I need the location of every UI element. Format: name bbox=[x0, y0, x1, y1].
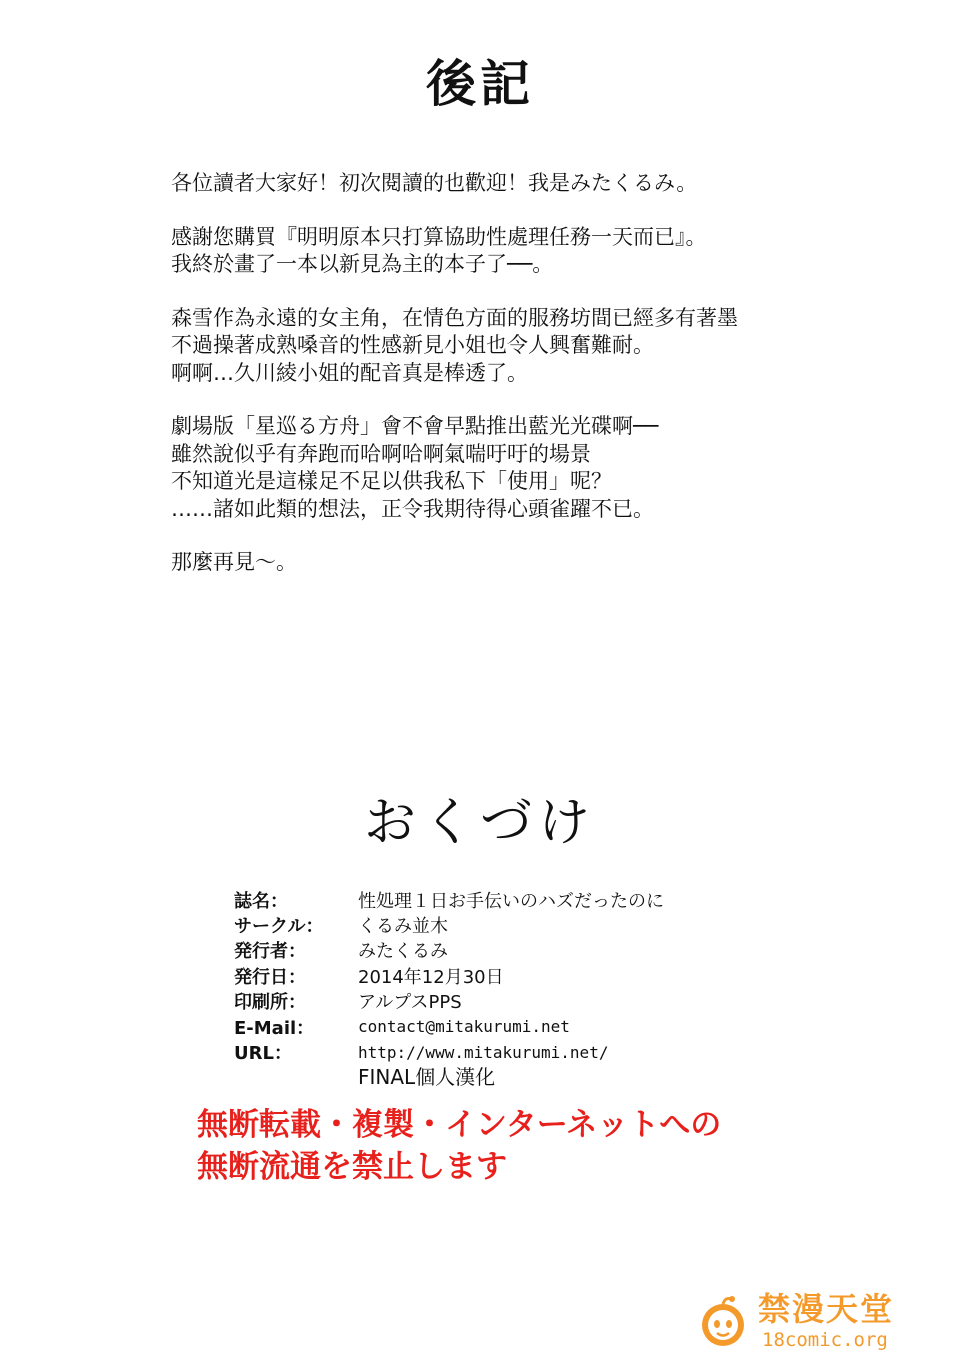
colophon-row bbox=[234, 887, 794, 912]
copyright-warning bbox=[197, 1104, 721, 1188]
afterword-line: 各位讀者大家好！初次閱讀的也歡迎！我是みたくるみ。 bbox=[171, 171, 698, 195]
afterword-line: 不過操著成熟嗓音的性感新見小姐也令人興奮難耐。 bbox=[171, 333, 654, 357]
translator-credit: FINAL個人漢化 bbox=[358, 1065, 496, 1089]
afterword-line: 那麼再見～。 bbox=[171, 550, 297, 574]
colophon-row bbox=[234, 938, 794, 963]
colophon-table bbox=[234, 887, 794, 1065]
afterword-line: 我終於畫了一本以新見為主的本子了──。 bbox=[171, 252, 554, 276]
colophon-label: 誌名： bbox=[234, 890, 288, 912]
afterword-line: 劇場版「星巡る方舟」會不會早點推出藍光光碟啊── bbox=[171, 414, 659, 438]
afterword-paragraph bbox=[171, 170, 831, 198]
colophon-label: サークル： bbox=[234, 916, 324, 938]
colophon-value: 2014年12月30日 bbox=[358, 966, 504, 988]
colophon-label: E-Mail： bbox=[234, 1017, 315, 1039]
watermark-brand: 禁漫天堂 bbox=[758, 1290, 895, 1328]
afterword-paragraph bbox=[171, 549, 831, 577]
url-value: http://www.mitakurumi.net/ bbox=[358, 1042, 609, 1062]
email-value: contact@mitakurumi.net bbox=[358, 1017, 570, 1037]
afterword-paragraph bbox=[171, 224, 831, 279]
warning-line: 無断流通を禁止します bbox=[197, 1149, 507, 1185]
colophon-row bbox=[234, 1014, 794, 1039]
afterword-paragraph bbox=[171, 305, 831, 388]
colophon-label: 印刷所： bbox=[234, 992, 306, 1014]
afterword-line: 啊啊…久川綾小姐的配音真是棒透了。 bbox=[171, 360, 528, 385]
afterword-paragraph bbox=[171, 413, 831, 523]
afterword-line: 不知道光是這樣足不足以供我私下「使用」呢？ bbox=[171, 469, 612, 493]
afterword-line: 感謝您購買『明明原本只打算協助性處理任務一天而已』。 bbox=[171, 224, 707, 249]
colophon-row bbox=[234, 1039, 794, 1064]
colophon-title: おくづけ bbox=[363, 793, 596, 853]
colophon-value: くるみ並木 bbox=[358, 916, 448, 938]
colophon-label: 発行日： bbox=[234, 966, 306, 988]
colophon-value: アルプスPPS bbox=[358, 992, 462, 1014]
afterword-title: 後記 bbox=[426, 55, 534, 113]
afterword-line: 森雪作為永遠的女主角，在情色方面的服務坊間已經多有著墨 bbox=[171, 305, 738, 330]
warning-line: 無断転載・複製・インターネットへの bbox=[197, 1107, 722, 1143]
afterword-line: 雖然說似乎有奔跑而哈啊哈啊氣喘吁吁的場景 bbox=[171, 441, 591, 466]
colophon-row bbox=[234, 989, 794, 1014]
afterword-body bbox=[171, 170, 831, 603]
mascot-logo-icon bbox=[696, 1295, 750, 1349]
afterword-line: ……諸如此類的想法，正令我期待得心頭雀躍不已。 bbox=[171, 496, 654, 521]
colophon-value: 性処理１日お手伝いのハズだったのに bbox=[358, 890, 664, 912]
colophon-label: 発行者： bbox=[234, 941, 306, 963]
colophon-value: みたくるみ bbox=[358, 941, 448, 963]
colophon-row bbox=[234, 912, 794, 937]
colophon-label: URL： bbox=[234, 1043, 292, 1065]
site-watermark bbox=[696, 1289, 926, 1357]
watermark-domain: 18comic.org bbox=[762, 1329, 888, 1351]
colophon-row bbox=[234, 963, 794, 988]
